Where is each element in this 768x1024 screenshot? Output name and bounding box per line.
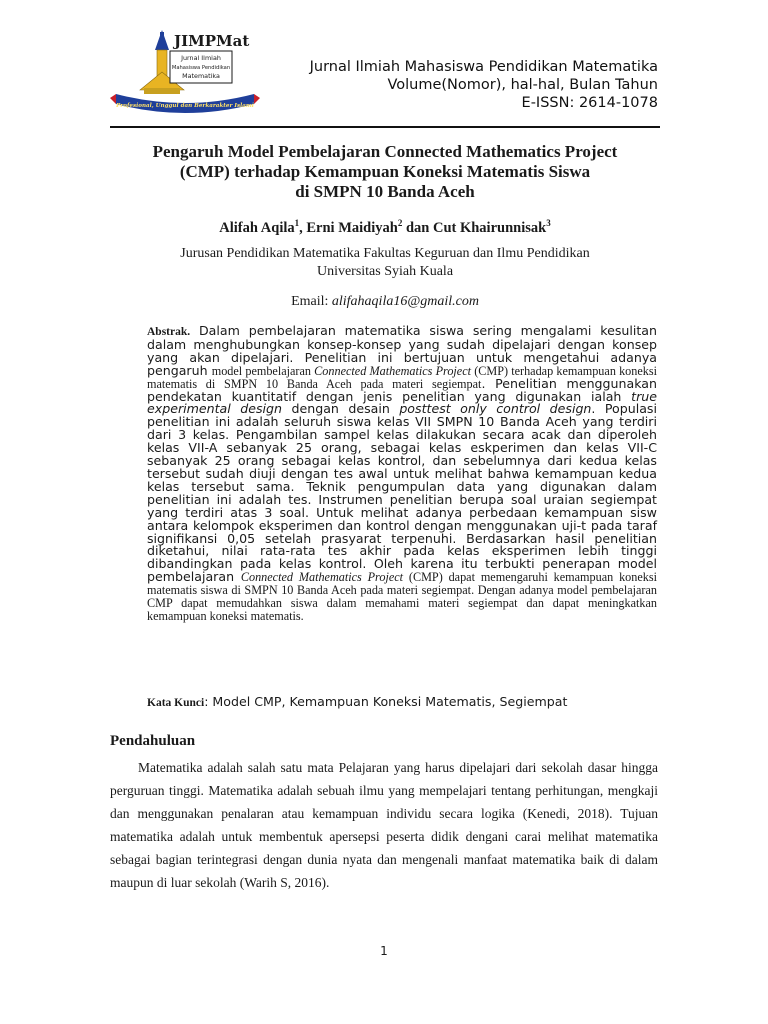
author-1: Alifah Aqila [219,219,295,236]
author-2: Erni Maidiyah [306,219,398,236]
affiliation [110,245,660,281]
logo-name: JIMPMat [174,32,250,50]
section-paragraph: Matematika adalah salah satu mata Pelajaran yang harus dipelajari dari sekolah dasar hingga perguruan tinggi. Matematika adalah sebuah ilmu yang mempelajari tentang perhitungan, mengkaji dan menggunakan penalaran atau kemampuan individu secara logika (Kenedi, 2018). Tujuan matematika adalah untuk membentuk apersepsi peserta didik dengani carai melihat matematika sebagai bagian terintegrasi dengan dunia nyata dan mengenali manfaat matematika baik di dalam maupun di luar sekolah (Warih S, 2016). [110,760,658,890]
keywords-text: : Model CMP, Kemampuan Koneksi Matematis, Segiempat [204,694,568,709]
logo-slogan: Profesional, Unggul dan Berkarakter Islami [116,103,254,109]
author-separator: , [299,219,307,236]
abstract-text: posttest only control design [399,401,592,417]
logo-line-1: Jurnal Ilmiah [181,54,221,62]
email-label: Email: [291,294,332,309]
abstract [147,325,657,623]
abstract-text: model pembelajaran [211,363,315,378]
abstract-text: (CMP) terhadap kemampuan koneksi matematis di SMPN 10 Banda Aceh pada materi segiempat [147,363,657,391]
abstract-text: . Penelitian menggunakan pendekatan kuantitatif dengan jenis penelitian yang digunakan ialah [147,375,657,404]
title-line-3: di SMPN 10 Banda Aceh [295,182,475,201]
keywords-label: Kata Kunci [147,697,205,709]
affiliation-line-1: Jurusan Pendidikan Matematika Fakultas Keguruan dan Ilmu Pendidikan [180,246,590,261]
logo-line-3: Matematika [182,72,220,80]
contact-email [110,294,660,310]
journal-volume: Volume(Nomor), hal-hal, Bulan Tahun [387,77,658,93]
abstract-text: dengan desain [282,401,400,417]
affiliation-line-2: Universitas Syiah Kuala [316,264,454,279]
header-divider [110,126,660,128]
logo-line-2: Mahasiswa Pendidikan [171,65,231,71]
section-heading: Pendahuluan [110,733,196,749]
abstract-text: . Populasi penelitian ini adalah seluruh siswa kelas VII SMPN 10 Banda Aceh yang terdiri dari 3 kelas. Pengambilan sampel kelas dilakukan secara acak dan diperoleh kelas VII-A sebanyak 25 orang, sebagai kelas eskperimen dan kelas VII-C sebanyak 25 orang sebagai kelas kontrol, dan sebelumnya dari kedua kelas tersebut sudah diuji dengan tes awal untuk melihat bahwa kemampuan kedua kelas tersebut sama. Teknik pengumpulan data yang digunakan dalam penelitian ini adalah tes. Instrumen penelitian berupa soal uraian segiempat yang terdiri atas 3 soal. Untuk melihat adanya perbedaan kemampuan sisw antara kelompok eksperimen dan kontrol dengan menggunakan uji-t pada taraf signifikansi 0,05 setelah prasyarat terpenuhi. Berdasarkan hasil penelitian diketahui, nilai rata-rata tes akhir pada kelas eksperimen lebih tinggi dibandingkan pada kelas kontrol. Oleh karena itu terbukti penerapan model pembelajaran [147,401,657,585]
journal-name: Jurnal Ilmiah Mahasiswa Pendidikan Matematika [309,59,658,75]
journal-header [310,58,658,112]
title-line-1: Pengaruh Model Pembelajaran Connected Mathematics Project [152,142,618,161]
abstract-text: Dalam pembelajaran matematika siswa sering mengalami kesulitan dalam menghubungkan konsep-konsep yang sudah dipelajari dengan konsep yang akan dipelajari. Penelitian ini bertujuan untuk mengetahui adanya pengaruh [147,323,657,378]
author-separator: dan [402,219,433,236]
journal-issn: E-ISSN: 2614-1078 [521,95,658,111]
paper-title [110,142,660,202]
author-3: Cut Khairunnisak [432,219,547,236]
abstract-label: Abstrak. [147,326,191,338]
author-1-affil: 1 [294,218,300,228]
page-number: 1 [380,944,388,958]
abstract-text: Connected Mathematics Project [240,570,404,585]
keywords [147,694,657,709]
email-address[interactable]: alifahaqila16@gmail.com [331,294,479,309]
author-list [110,218,660,237]
abstract-text: Connected Mathematics Project [314,363,472,378]
abstract-text: true experimental design [147,388,657,417]
abstract-text: (CMP) dapat memengaruhi kemampuan koneksi matematis siswa di SMPN 10 Banda Aceh pada materi segiempat. Dengan adanya model pembelajaran CMP dapat memudahkan siswa dalam memahami materi segiempat dan dapat meningkatkan kemampuan koneksi matematis. [147,570,657,623]
title-line-2: (CMP) terhadap Kemampuan Koneksi Matematis Siswa [179,162,591,181]
author-3-affil: 3 [546,218,551,228]
author-2-affil: 2 [397,218,403,228]
journal-logo [110,28,260,118]
